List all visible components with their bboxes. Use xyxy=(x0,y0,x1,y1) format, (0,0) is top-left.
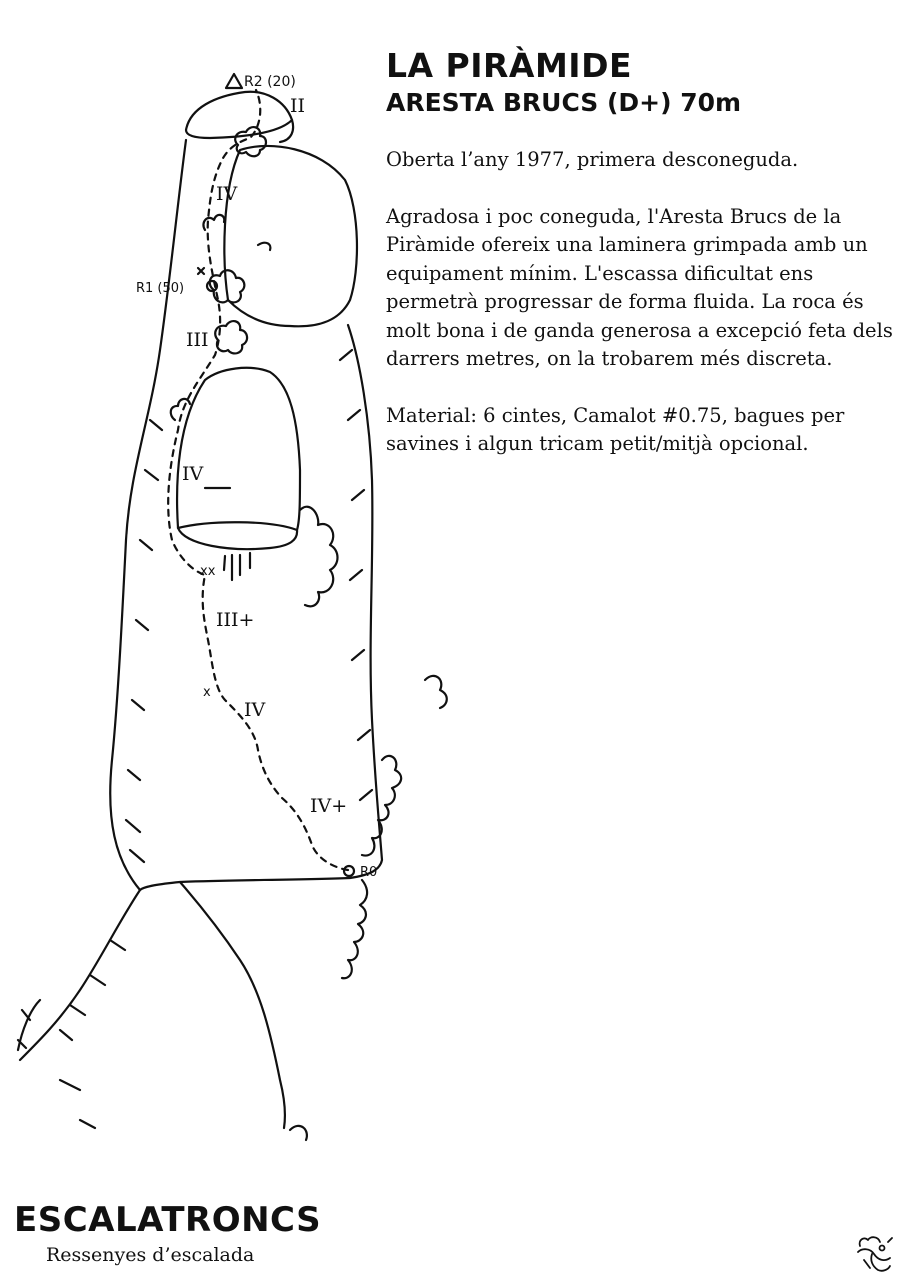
grade-block: IV xyxy=(182,463,204,485)
route-subtitle: ARESTA BRUCS (D+) 70m xyxy=(386,88,742,117)
grade-top: II xyxy=(290,95,306,117)
middle-block xyxy=(177,368,300,530)
double-bolt-marker: xx xyxy=(200,564,216,579)
description-overview: Agradosa i poc coneguda, l'Aresta Brucs de la Piràmide ofereix una laminera grimpada amb un equipament mínim. L'escassa dificultat ens permetrà progressar de forma fluida. La roca és molt bona i de ganda generosa a excepció feta dels darrers metres, on la trobarem més discreta. xyxy=(386,204,893,370)
upper-block xyxy=(224,146,357,326)
vegetation-right xyxy=(300,507,338,607)
brand-name: ESCALATRONCS xyxy=(14,1200,322,1240)
shrub-upper xyxy=(203,215,224,230)
single-bolt-marker: x xyxy=(203,685,211,700)
grade-mid: III xyxy=(186,329,209,351)
anchor-r0-mark xyxy=(344,866,354,876)
brand-tagline: Ressenyes d’escalada xyxy=(46,1244,255,1266)
grade-4: IV xyxy=(244,699,266,721)
middle-block-base xyxy=(178,528,297,549)
anchor-r1-label: R1 (50) xyxy=(136,281,185,296)
description-material: Material: 6 cintes, Camalot #0.75, bagues per savines i algun tricam petit/mitjà opcional. xyxy=(386,403,845,455)
shrub-mid xyxy=(215,321,247,353)
anchor-r2-mark xyxy=(226,74,242,88)
brand-logo-icon xyxy=(852,1232,896,1274)
tower-outline-left xyxy=(110,140,186,890)
base-rock xyxy=(20,890,140,1060)
anchor-r0-label: R0 xyxy=(360,865,378,880)
bolt-r1 xyxy=(198,268,204,274)
grade-3plus: III+ xyxy=(216,609,255,631)
page-title: LA PIRÀMIDE xyxy=(386,46,633,85)
grade-upper: IV xyxy=(216,183,238,205)
grade-4plus: IV+ xyxy=(310,795,348,817)
anchor-r2-label: R2 (20) xyxy=(244,74,296,90)
summit-cap xyxy=(186,92,292,138)
description-history: Oberta l’any 1977, primera desconeguda. xyxy=(386,148,799,171)
route-description xyxy=(386,146,896,487)
